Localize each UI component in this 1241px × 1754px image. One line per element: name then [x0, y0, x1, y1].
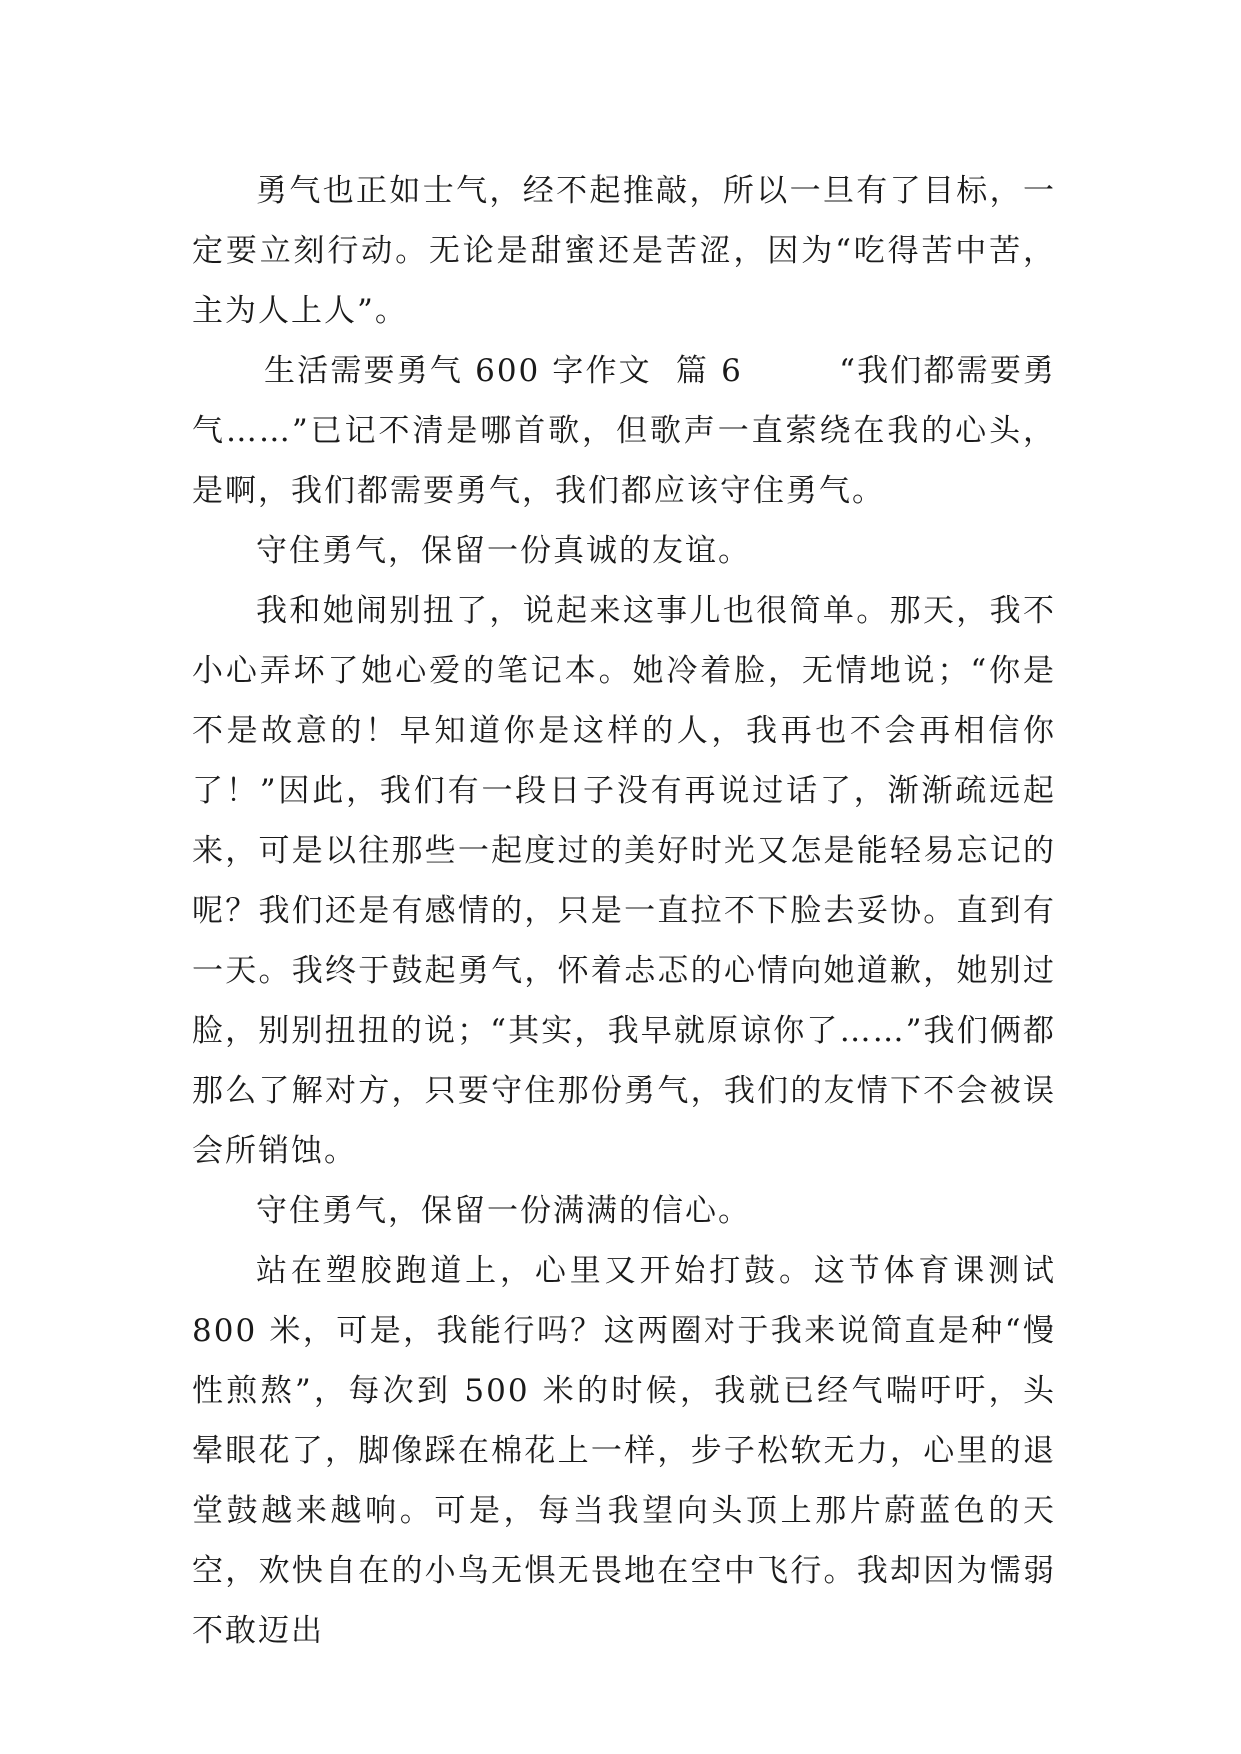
paragraph-6: [192, 1241, 1068, 1661]
paragraph-text: 站在塑胶跑道上，心里又开始打鼓。这节体育课测试 800 米，可是，我能行吗？这两圈对于我来说简直是种“慢性煎熬”，每次到 500 米的时候，我就已经气喘吁吁，头晕眼花了，脚像踩在棉花上一样，步子松软无力，心里的退堂鼓越来越响。可是，每当我望向头顶上那片蔚蓝色的天空，欢快自在的小鸟无惧无畏地在空中飞行。我却因为懦弱不敢迈出: [192, 1253, 1068, 1649]
paragraph-5: [192, 1181, 1056, 1241]
paragraph-text: 我和她闹别扭了，说起来这事儿也很简单。那天，我不小心弄坏了她心爱的笔记本。她冷着脸，无情地说；“你是不是故意的！早知道你是这样的人，我再也不会再相信你了！”因此，我们有一段日子没有再说过话了，渐渐疏远起来，可是以往那些一起度过的美好时光又怎是能轻易忘记的呢？我们还是有感情的，只是一直拉不下脸去妥协。直到有一天。我终于鼓起勇气，怀着忐忑的心情向她道歉，她别过脸，别别扭扭的说；“其实，我早就原谅你了……”我们俩都那么了解对方，只要守住那份勇气，我们的友情下不会被误会所销蚀。: [192, 593, 1056, 1169]
paragraph-2-section-heading: [192, 341, 1056, 521]
document-body: [192, 161, 1068, 1661]
paragraph-text: 勇气也正如士气，经不起推敲，所以一旦有了目标，一定要立刻行动。无论是甜蜜还是苦涩，因为“吃得苦中苦，主为人上人”。: [192, 173, 1056, 329]
paragraph-text: 守住勇气，保留一份满满的信心。: [256, 1193, 751, 1229]
paragraph-text: 生活需要勇气 600 字作文 篇 6 “我们都需要勇气……”已记不清是哪首歌，但歌声一直萦绕在我的心头，是啊，我们都需要勇气，我们都应该守住勇气。: [192, 353, 1056, 509]
paragraph-1: [192, 161, 1056, 341]
paragraph-4: [192, 581, 1056, 1181]
paragraph-3: [192, 521, 1056, 581]
paragraph-text: 守住勇气，保留一份真诚的友谊。: [256, 533, 751, 569]
